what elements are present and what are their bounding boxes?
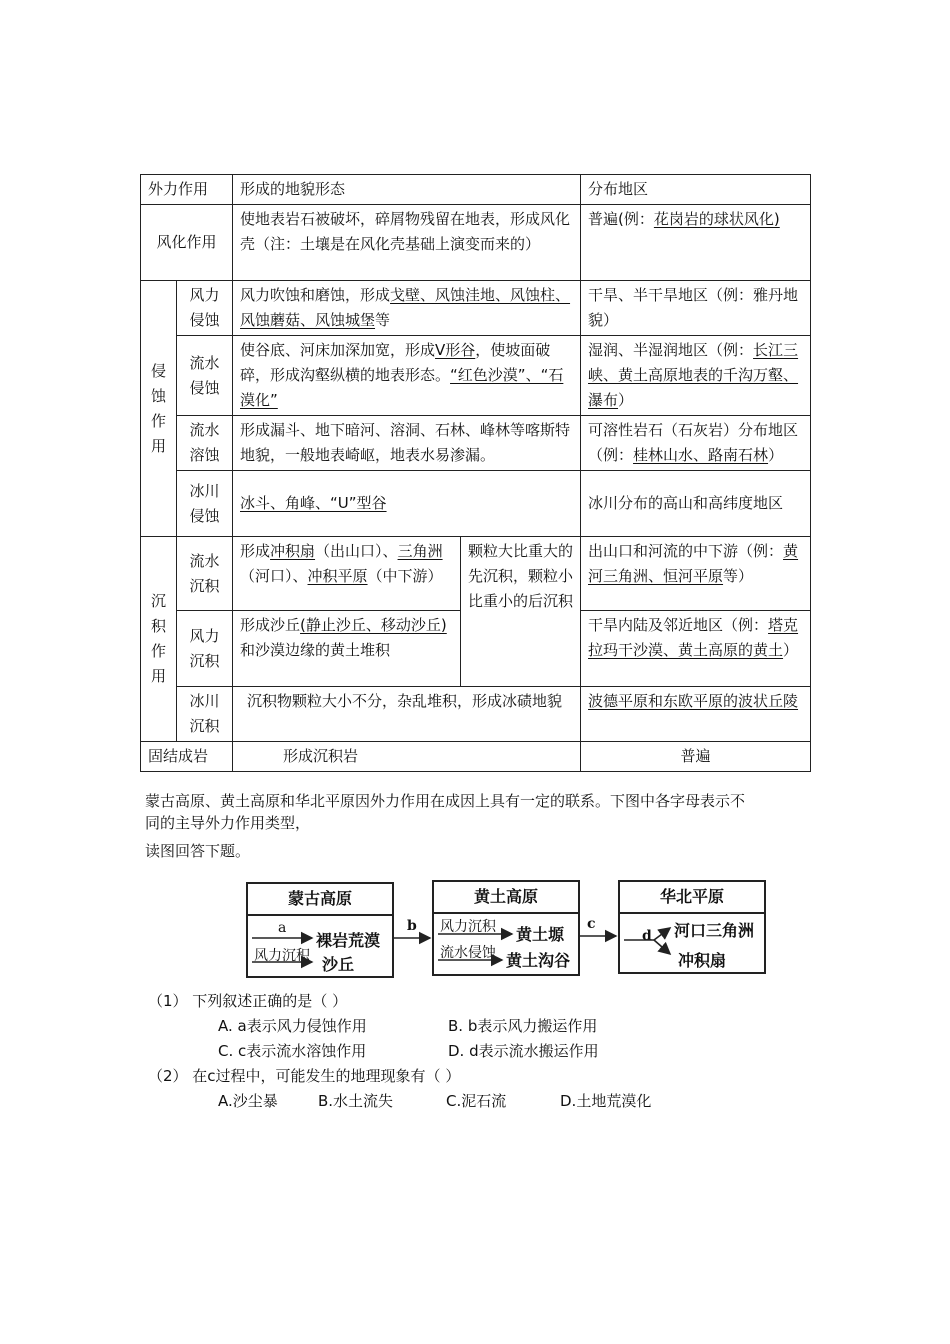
erosion-group-label: 侵蚀作用 (141, 281, 177, 537)
wind-deposition-label: 风力沉积 (177, 611, 233, 687)
row-water-deposition (141, 537, 811, 611)
q2-option-a: A.沙尘暴 (218, 1092, 278, 1110)
header-force: 外力作用 (141, 175, 233, 205)
loess-box (432, 880, 580, 976)
wind-erosion-area: 干旱、半干旱地区（例：雅丹地貌） (581, 281, 811, 336)
water-dissolution-label: 流水溶蚀 (177, 416, 233, 471)
label-d: d (642, 928, 652, 944)
loess-title: 黄土高原 (434, 882, 578, 914)
estuary-delta: 河口三角洲 (674, 921, 755, 940)
q2-option-c: C.泥石流 (446, 1092, 507, 1110)
q1-option-a: A. a表示风力侵蚀作用 (218, 1017, 367, 1035)
water-erosion-area: 湿润、半湿润地区（例：长江三峡、黄土高原地表的千沟万壑、瀑布） (581, 336, 811, 416)
water-deposition-form: 形成冲积扇（出山口）、三角洲（河口）、冲积平原（中下游） (233, 537, 461, 611)
north-china-box (618, 880, 766, 974)
water-erosion-label: 流水侵蚀 (177, 336, 233, 416)
intro-line-1: 蒙古高原、黄土高原和华北平原因外力作用在成因上具有一定的联系。下图中各字母表示不 (145, 792, 746, 810)
deposition-group-label: 沉积作用 (141, 537, 177, 742)
label-b: b (407, 918, 417, 934)
row-water-dissolution (141, 416, 811, 471)
process-diagram (246, 880, 766, 980)
loess-gully: 黄土沟谷 (506, 951, 571, 970)
header-landform: 形成的地貌形态 (233, 175, 581, 205)
loess-tableland: 黄土塬 (516, 925, 565, 944)
row-water-erosion (141, 336, 811, 416)
weathering-form: 使地表岩石被破坏，碎屑物残留在地表，形成风化壳（注：土壤是在风化壳基础上演变而来的） (233, 205, 581, 281)
mongolia-wind-deposition: 风力沉积 (254, 948, 310, 964)
q1-option-b: B. b表示风力搬运作用 (448, 1017, 598, 1035)
glacial-erosion-label: 冰川侵蚀 (177, 471, 233, 537)
weathering-area: 普遍(例：花岗岩的球状风化) (581, 205, 811, 281)
mongolia-box (246, 882, 394, 978)
loess-wind-deposition: 风力沉积 (440, 919, 496, 935)
q2-option-b: B.水土流失 (318, 1092, 394, 1110)
glacial-deposition-form: 沉积物颗粒大小不分，杂乱堆积，形成冰碛地貌 (233, 687, 581, 742)
glacial-deposition-area: 波德平原和东欧平原的波状丘陵 (581, 687, 811, 742)
wind-deposition-area: 干旱内陆及邻近地区（例：塔克拉玛干沙漠、黄土高原的黄土） (581, 611, 811, 687)
label-a: a (278, 920, 287, 936)
water-dissolution-area: 可溶性岩石（石灰岩）分布地区（例：桂林山水、路南石林） (581, 416, 811, 471)
water-erosion-form: 使谷底、河床加深加宽，形成V形谷，使坡面破碎，形成沟壑纵横的地表形态。“红色沙漠”、“石漠化” (233, 336, 581, 416)
wind-erosion-label: 风力侵蚀 (177, 281, 233, 336)
wind-deposition-form: 形成沙丘(静止沙丘、移动沙丘)和沙漠边缘的黄土堆积 (233, 611, 461, 687)
sand-dune: 沙丘 (322, 955, 355, 974)
intro-line-3: 读图回答下题。 (145, 842, 251, 860)
intro-line-2: 同的主导外力作用类型， (145, 814, 311, 832)
row-glacial-deposition (141, 687, 811, 742)
water-deposition-label: 流水沉积 (177, 537, 233, 611)
row-weathering (141, 205, 811, 281)
q2-stem: （2） 在c过程中，可能发生的地理现象有（ ） (148, 1067, 461, 1085)
lithification-label: 固结成岩 (141, 742, 233, 772)
q2-option-d: D.土地荒漠化 (560, 1092, 652, 1110)
row-lithification (141, 742, 811, 772)
header-area: 分布地区 (581, 175, 811, 205)
q1-stem: （1） 下列叙述正确的是（ ） (148, 992, 348, 1010)
glacial-erosion-form: 冰斗、角峰、“U”型谷 (233, 471, 581, 537)
deposition-note: 颗粒大比重大的先沉积，颗粒小比重小的后沉积 (461, 537, 581, 687)
mongolia-title: 蒙古高原 (248, 884, 392, 916)
loess-water-erosion: 流水侵蚀 (440, 945, 496, 961)
glacial-deposition-label: 冰川沉积 (177, 687, 233, 742)
row-glacial-erosion (141, 471, 811, 537)
row-wind-erosion (141, 281, 811, 336)
north-china-title: 华北平原 (620, 882, 764, 914)
label-c: c (587, 916, 596, 932)
glacial-erosion-area: 冰川分布的高山和高纬度地区 (581, 471, 811, 537)
weathering-label: 风化作用 (141, 205, 233, 281)
water-dissolution-form: 形成漏斗、地下暗河、溶洞、石林、峰林等喀斯特地貌，一般地表崎岖，地表水易渗漏。 (233, 416, 581, 471)
q1-option-c: C. c表示流水溶蚀作用 (218, 1042, 367, 1060)
wind-erosion-form: 风力吹蚀和磨蚀，形成戈壁、风蚀洼地、风蚀柱、风蚀蘑菇、风蚀城堡等 (233, 281, 581, 336)
alluvial-fan: 冲积扇 (678, 951, 727, 970)
lithification-form: 形成沉积岩 (233, 742, 581, 772)
lithification-area: 普遍 (581, 742, 811, 772)
q1-option-d: D. d表示流水搬运作用 (448, 1042, 599, 1060)
bare-rock-desert: 裸岩荒漠 (316, 931, 381, 950)
landform-table (140, 174, 811, 772)
water-deposition-area: 出山口和河流的中下游（例：黄河三角洲、恒河平原等） (581, 537, 811, 611)
table-header-row (141, 175, 811, 205)
